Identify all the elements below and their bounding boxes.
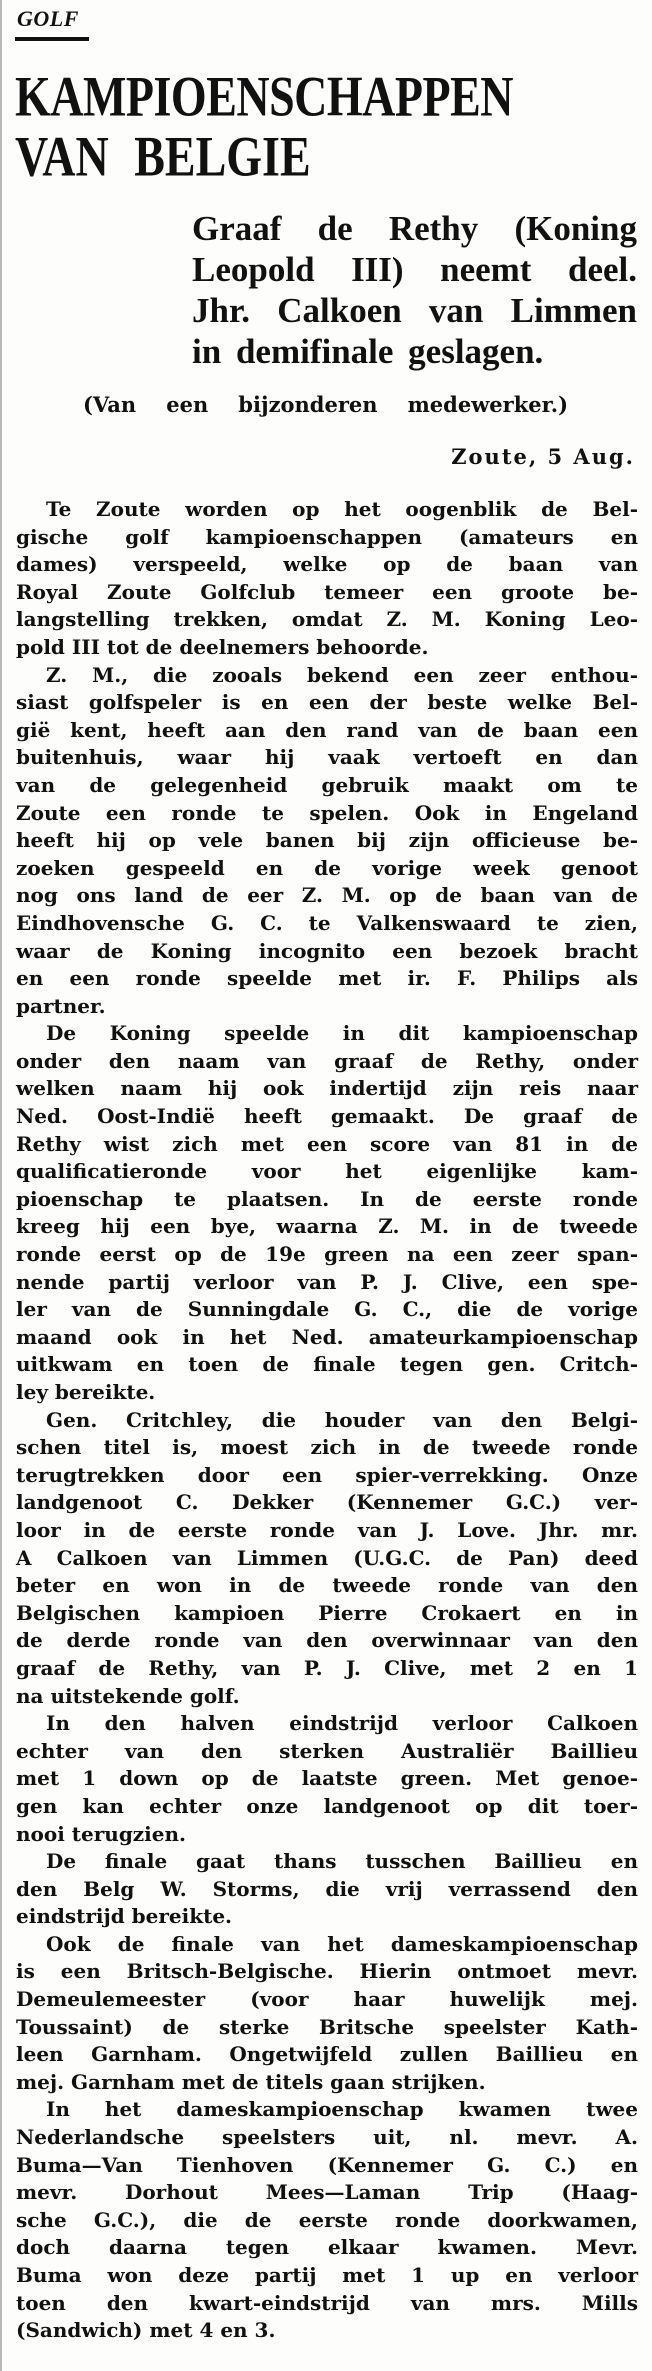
article-line: Belgischen kampioen Pierre Crokaert en in	[16, 1600, 638, 1625]
article-line: gië kent, heeft aan den rand van de baan een	[16, 717, 638, 742]
article-line: beter en won in de tweede ronde van den	[16, 1573, 638, 1598]
article-line: onder den naam van graaf de Rethy, onder	[16, 1048, 638, 1073]
article-line: (Sandwich) met 4 en 3.	[16, 2318, 276, 2343]
dateline: Zoute, 5 Aug.	[451, 444, 635, 469]
article-line: welken naam hij ook indertijd zijn reis naar	[16, 1076, 638, 1101]
article-line: heeft hij op vele banen bij zijn officieuse be-	[16, 828, 638, 853]
article-line: Te Zoute worden op het oogenblik de Bel-	[46, 497, 638, 521]
article-line: Demeulemeester (voor haar huwelijk mej.	[16, 1987, 638, 2012]
article-line: pioenschap te plaatsen. In de eerste ronde	[16, 1186, 638, 1211]
article-line: terugtrekken door een spier-verrekking. Onze	[16, 1462, 638, 1487]
article-line: eindstrijd bereikte.	[16, 1904, 233, 1929]
article-paragraph	[16, 1407, 638, 1711]
article-line: landgenoot C. Dekker (Kennemer G.C.) ver-	[16, 1490, 638, 1515]
article-line: partner.	[16, 993, 106, 1018]
article-line: buitenhuis, waar hij vaak vertoeft en dan	[16, 745, 638, 770]
article-line: zoeken gespeeld en de vorige week genoot	[16, 855, 638, 880]
subheadline-line: Leopold III) neemt deel.	[192, 250, 637, 289]
article-line: gische golf kampioenschappen (amateurs en	[16, 524, 638, 549]
headline-line-2: VAN BELGIE	[15, 124, 311, 188]
article-line: De Koning speelde in dit kampioenschap	[46, 1021, 638, 1046]
article-line: gen kan echter onze landgenoot op dit toer-	[16, 1793, 638, 1818]
article-line: graaf de Rethy, van P. J. Clive, met 2 en 1	[16, 1655, 638, 1680]
article-line: Ned. Oost-Indië heeft gemaakt. De graaf de	[16, 1104, 638, 1129]
article-body	[16, 496, 638, 2345]
article-line: Buma—Van Tienhoven (Kennemer G. C.) en	[16, 2152, 638, 2177]
article-line: na uitstekende golf.	[16, 1683, 240, 1708]
article-line: Rethy wist zich met een score van 81 in de	[16, 1131, 638, 1156]
article-line: Buma won deze partij met 1 up en verloor	[16, 2263, 638, 2287]
article-line: mej. Garnham met de titels gaan strijken.	[16, 2069, 486, 2094]
subheadline	[192, 208, 637, 372]
article-line: van de gelegenheid gebruik maakt om te	[16, 772, 638, 797]
article-line: ley bereikte.	[16, 1380, 156, 1404]
clipping-edge	[0, 0, 2, 2371]
article-line: waar de Koning incognito een bezoek bracht	[16, 938, 638, 963]
article-line: leen Garnham. Ongetwijfeld zullen Baillieu en	[16, 2042, 638, 2067]
article-line: langstelling trekken, omdat Z. M. Koning Leo-	[16, 607, 638, 632]
article-line: nooi terugzien.	[16, 1821, 186, 1846]
article-line: de derde ronde van den overwinnaar van den	[16, 1628, 638, 1653]
section-label: GOLF	[17, 6, 79, 31]
headline-line-1: KAMPIOENSCHAPPEN	[15, 64, 513, 128]
article-paragraph	[16, 1020, 638, 1406]
article-line: qualificatieronde voor het eigenlijke kam-	[16, 1159, 638, 1184]
article-line: nog ons land de eer Z. M. op de baan van de	[16, 883, 638, 908]
article-paragraph	[16, 1931, 638, 2097]
article-line: Z. M., die zooals bekend een zeer enthou-	[46, 662, 638, 687]
article-line: Ook de finale van het dameskampioenschap	[46, 1931, 638, 1956]
article-line: en een ronde speelde met ir. F. Philips als	[16, 966, 638, 991]
article-line: loor in de eerste ronde van J. Love. Jhr. mr.	[16, 1517, 638, 1542]
article-line: Gen. Critchley, die houder van den Belgi-	[46, 1407, 638, 1432]
article-paragraph	[16, 496, 638, 662]
subheadline-line: Graaf de Rethy (Koning	[192, 209, 637, 248]
article-line: doch daarna tegen elkaar kwamen. Mevr.	[16, 2235, 638, 2260]
article-line: schen titel is, moest zich in de tweede ronde	[16, 1435, 638, 1460]
section-underline	[15, 37, 89, 41]
article-line: De finale gaat thans tusschen Baillieu en	[46, 1849, 638, 1874]
subheadline-line: Jhr. Calkoen van Limmen	[192, 291, 637, 330]
article-line: Eindhovensche G. C. te Valkenswaard te zien,	[16, 910, 638, 935]
article-line: met 1 down op de laatste green. Met genoe-	[16, 1766, 638, 1791]
byline: (Van een bijzonderen medewerker.)	[83, 392, 568, 417]
article-line: echter van den sterken Australiër Baillieu	[16, 1738, 638, 1763]
subheadline-line: in demifinale geslagen.	[192, 332, 544, 371]
article-line: In den halven eindstrijd verloor Calkoen	[46, 1711, 638, 1736]
article-line: ronde eerst op de 19e green na een zeer span-	[16, 1242, 638, 1267]
article-line: Zoute een ronde te spelen. Ook in Engeland	[16, 800, 638, 825]
article-line: uitkwam en toen de finale tegen gen. Critch-	[16, 1352, 638, 1377]
article-line: A Calkoen van Limmen (U.G.C. de Pan) deed	[16, 1545, 638, 1570]
article-line: pold III tot de deelnemers behoorde.	[16, 634, 429, 659]
article-line: siast golfspeler is en een der beste welke Bel-	[16, 690, 638, 715]
article-line: kreeg hij een bye, waarna Z. M. in de tweede	[16, 1214, 638, 1239]
article-paragraph	[16, 1848, 638, 1931]
article-line: Nederlandsche speelsters uit, nl. mevr. A.	[16, 2125, 638, 2150]
article-line: nende partij verloor van P. J. Clive, een spe-	[16, 1269, 638, 1294]
article-line: ler van de Sunningdale G. C., die de vorige	[16, 1297, 638, 1322]
article-line: Royal Zoute Golfclub temeer een groote be-	[16, 579, 638, 604]
article-line: toen den kwart-eindstrijd van mrs. Mills	[16, 2290, 638, 2315]
article-line: dames) verspeeld, welke op de baan van	[16, 552, 638, 577]
article-paragraph	[16, 662, 638, 1021]
article-line: Toussaint) de sterke Britsche speelster Kath-	[16, 2014, 638, 2039]
article-line: sche G.C.), die de eerste ronde doorkwamen,	[16, 2207, 638, 2232]
article-line: den Belg W. Storms, die vrij verrassend den	[16, 1876, 638, 1901]
article-line: In het dameskampioenschap kwamen twee	[46, 2097, 638, 2122]
article-line: mevr. Dorhout Mees—Laman Trip (Haag-	[16, 2180, 638, 2205]
article-paragraph	[16, 2096, 638, 2344]
article-paragraph	[16, 1710, 638, 1848]
article-line: is een Britsch-Belgische. Hierin ontmoet mevr.	[16, 1959, 638, 1984]
article-line: maand ook in het Ned. amateurkampioenschap	[16, 1324, 638, 1349]
